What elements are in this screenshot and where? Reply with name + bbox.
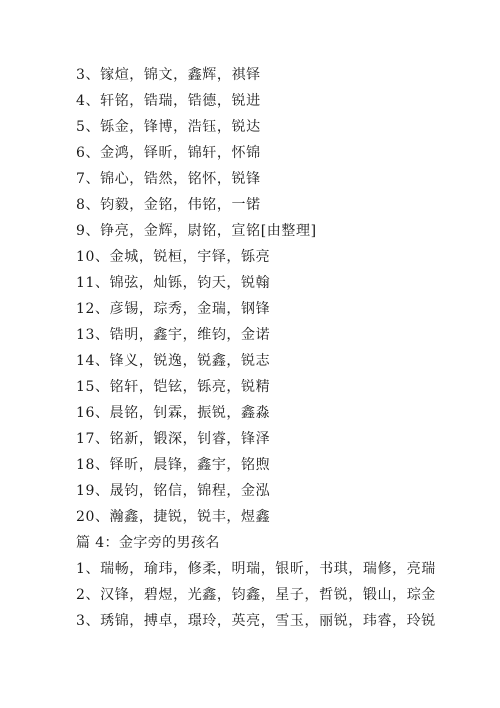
list-item: 20、瀚鑫，捷锐，锐丰，煜鑫 xyxy=(76,509,271,525)
list-item: 13、锆明，鑫宇，维钧，金诺 xyxy=(76,327,271,343)
list-item: 3、镓煊，锦文，鑫辉，祺铎 xyxy=(76,67,261,83)
list-item: 5、铄金，锋博，浩钰，锐达 xyxy=(76,119,261,135)
list-item: 17、铭新，锻深，钊睿，锋泽 xyxy=(76,431,271,447)
list-item: 6、金鸿，铎昕，锦轩，怀锦 xyxy=(76,145,261,161)
list-item: 18、铎昕，晨锋，鑫宇，铭煦 xyxy=(76,457,271,473)
list-item: 8、钧毅，金铭，伟铭，一锘 xyxy=(76,197,261,213)
list-item: 19、晟钧，铭信，锦程，金泓 xyxy=(76,483,271,499)
section-heading: 篇 4：金字旁的男孩名 xyxy=(76,535,220,551)
list-item: 14、锋义，锐逸，锐鑫，锐志 xyxy=(76,353,271,369)
list-item: 12、彦锡，琮秀，金瑞，钢锋 xyxy=(76,301,271,317)
list-item: 15、铭轩，铠铉，铄亮，锐精 xyxy=(76,379,271,395)
list-item: 11、锦弦，灿铄，钧天，锐翰 xyxy=(76,275,271,291)
list-item: 4、轩铭，锆瑞，锆德，锐进 xyxy=(76,93,261,109)
list-item: 2、汉锋，碧煜，光鑫，钧鑫，星子，哲锐，锻山，琮金 xyxy=(76,587,436,603)
list-item: 1、瑞畅，瑜玮，修柔，明瑞，银昕，书琪，瑞修，亮瑞 xyxy=(76,561,436,577)
list-item: 10、金城，锐桓，宇铎，铄亮 xyxy=(76,249,271,265)
list-item: 9、铮亮，金辉，尉铭，宣铭[由整理] xyxy=(76,223,317,239)
list-item: 3、琇锦，搏卓，璟玲，英亮，雪玉，丽锐，玮睿，玲锐 xyxy=(76,613,436,629)
list-item: 16、晨铭，钊霖，振锐，鑫淼 xyxy=(76,405,271,421)
document-body xyxy=(76,62,486,634)
list-item: 7、锦心，锆然，铭怀，锐锋 xyxy=(76,171,261,187)
